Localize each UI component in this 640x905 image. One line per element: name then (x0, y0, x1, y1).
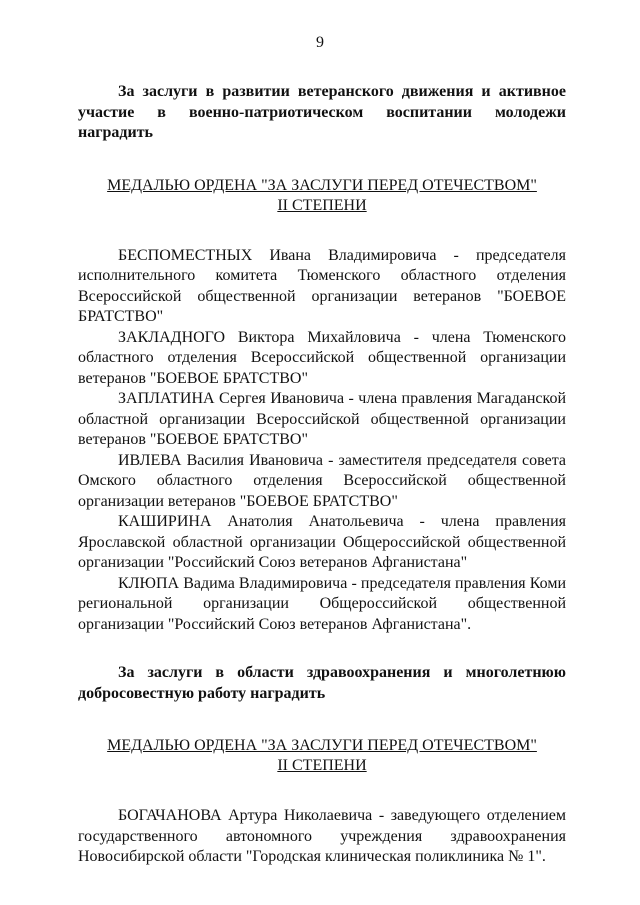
award-section-healthcare (78, 663, 566, 868)
document-body (78, 82, 566, 868)
recipient-entry: ЗАКЛАДНОГО Виктора Михайловича - члена Тюменского областного отделения Всероссийской общественной организации ветеранов "БОЕВОЕ БРАТСТВО" (78, 328, 566, 387)
recipient-entry: КЛЮПА Вадима Владимировича - председателя правления Коми региональной организации Общероссийской общественной организации "Российский Союз ветеранов Афганистана". (78, 574, 566, 633)
award-section-veterans (78, 82, 566, 635)
recipient-entry: БЕСПОМЕСТНЫХ Ивана Владимировича - председателя исполнительного комитета Тюменского областного отделения Всероссийской общественной организации ветеранов "БОЕВОЕ БРАТСТВО" (78, 246, 566, 325)
award-title-line2: II СТЕПЕНИ (277, 196, 367, 214)
recipient-entry: ЗАПЛАТИНА Сергея Ивановича - члена правления Магаданской областной организации Всероссийской общественной организации ветеранов "БОЕВОЕ БРАТСТВО" (78, 390, 566, 448)
recipient-entry: КАШИРИНА Анатолия Анатольевича - члена правления Ярославской областной организации Общероссийской общественной организации "Российский Союз ветеранов Афганистана" (78, 513, 566, 571)
section-intro: За заслуги в развитии ветеранского движения и активное участие в военно-патриотическом воспитании молодежи наградить (78, 83, 566, 141)
award-title-line2: II СТЕПЕНИ (277, 757, 367, 774)
section-intro: За заслуги в области здравоохранения и многолетнюю добросовестную работу наградить (78, 664, 566, 702)
award-title-line1: МЕДАЛЬЮ ОРДЕНА "ЗА ЗАСЛУГИ ПЕРЕД ОТЕЧЕСТВОМ" (107, 176, 537, 194)
award-title-line1: МЕДАЛЬЮ ОРДЕНА "ЗА ЗАСЛУГИ ПЕРЕД ОТЕЧЕСТВОМ" (107, 737, 537, 754)
page-number: 9 (316, 34, 324, 51)
recipient-entry: ИВЛЕВА Василия Ивановича - заместителя председателя совета Омского областного отделения Всероссийской общественной организации ветеранов "БОЕВОЕ БРАТСТВО" (78, 451, 566, 510)
recipient-entry: БОГАЧАНОВА Артура Николаевича - заведующего отделением государственного автономного учреждения здравоохранения Новосибирской области "Городская клиническая поликлиника № 1". (78, 807, 566, 865)
